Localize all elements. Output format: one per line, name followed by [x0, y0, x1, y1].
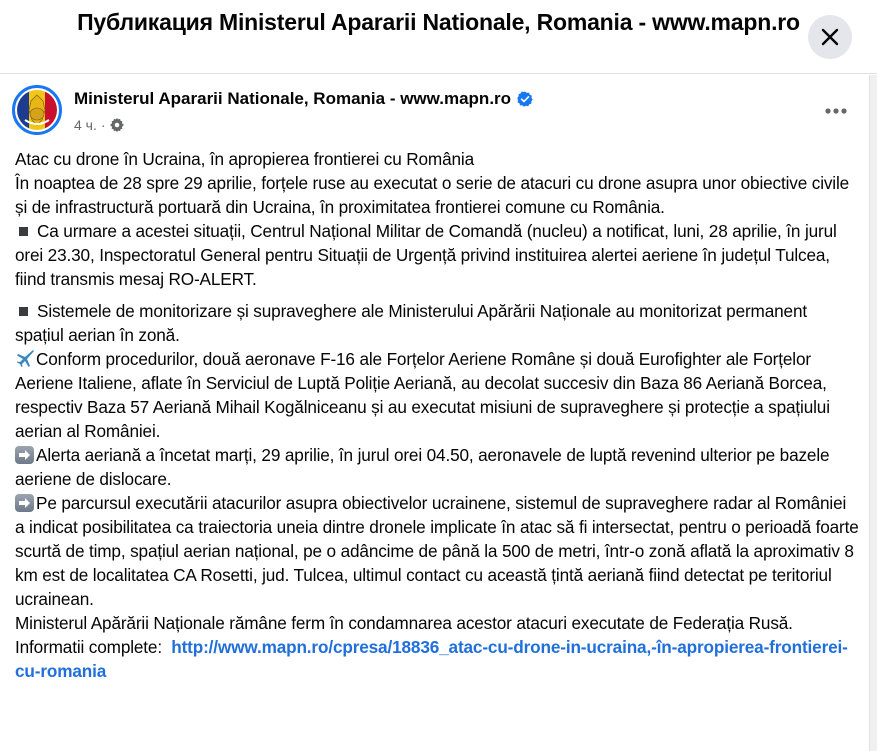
more-horizontal-icon — [825, 108, 847, 114]
more-options-button[interactable] — [818, 93, 854, 129]
post-paragraph: Pe parcursul executării atacurilor asupra obiectivelor ucrainene, sistemul de supraveghere radar al României a indicat posibilitatea ca traiectoria uneia dintre dronele implicate în atac să fi intersectat, pentru o perioadă foarte scurtă de timp, spațiul aerian național, pe o adâncime de până la 500 de metri, într-o zonă aflată la aproximativ 8 km est de localitatea CA Rosetti, jud. Tulcea, ultimul contact cu această țintă aeriană fiind detectat pe teritoriul ucrainean. — [15, 493, 859, 609]
vertical-scrollbar[interactable] — [869, 75, 877, 751]
post-paragraph: În noaptea de 28 spre 29 aprilie, forțele ruse au executat o serie de atacuri cu drone asupra unor obiective civile și de infrastructură portuară din Ucraina, în proximitatea frontierei comune cu România. — [15, 173, 850, 217]
black-square-icon — [19, 227, 28, 236]
post-paragraph: Ministerul Apărării Naționale rămâne ferm în condamnarea acestor atacuri executate de Federația Rusă. — [15, 613, 793, 633]
right-arrow-icon — [15, 446, 34, 464]
post-paragraph: Alerta aeriană a încetat marți, 29 aprilie, în jurul orei 04.50, aeronavele de luptă revenind ulterior pe bazele aeriene de dislocare. — [15, 445, 830, 489]
post-info-line — [15, 635, 860, 683]
post-paragraph: Sistemele de monitorizare și supraveghere ale Ministerului Apărării Naționale au monitorizat permanent spațiul aerian în zonă. — [15, 301, 807, 345]
post-scroll-area — [0, 75, 869, 751]
right-arrow-icon — [15, 494, 34, 512]
post-meta — [74, 116, 124, 134]
verified-badge-icon — [517, 91, 533, 107]
close-button[interactable] — [808, 15, 852, 59]
dialog-header — [0, 0, 877, 74]
article-link[interactable]: http://www.mapn.ro/cpresa/18836_atac-cu-drone-in-ucraina,-în-apropierea-frontierei-cu-romania — [15, 637, 848, 681]
post-text — [15, 147, 860, 683]
close-icon — [820, 27, 840, 47]
airplane-icon — [15, 348, 35, 368]
dialog-title: Публикация Ministerul Apararii Nationale, Romania - www.mapn.ro — [77, 9, 800, 35]
coat-of-arms-icon — [17, 90, 57, 130]
page-name — [74, 88, 533, 110]
author-link[interactable]: Ministerul Apararii Nationale, Romania - www.mapn.ro — [74, 89, 512, 108]
post-header — [0, 75, 869, 145]
post-paragraph: Ca urmare a acestei situații, Centrul Național Militar de Comandă (nucleu) a notificat, luni, 28 aprilie, în jurul orei 23.30, Inspectoratul General pentru Situații de Urgență privind instituirea alertei aeriene în județul Tulcea, fiind transmis mesaj RO-ALERT. — [15, 221, 837, 289]
black-square-icon — [19, 307, 28, 316]
info-label: Informatii complete: — [15, 637, 167, 657]
gear-icon[interactable] — [110, 118, 124, 132]
avatar[interactable] — [12, 85, 62, 135]
post-paragraph: Conform procedurilor, două aeronave F-16 ale Forțelor Aeriene Române și două Eurofighter ale Forțelor Aeriene Italiene, aflate în Serviciul de Luptă Poliție Aeriană, au decolat succesiv din Baza 86 Aeriană Borcea, respectiv Baza 57 Aeriană Mihail Kogălniceanu și au executat misiuni de supraveghere și protecție a spațiului aerian al României. — [15, 349, 830, 441]
post-headline: Atac cu drone în Ucraina, în apropierea frontierei cu România — [15, 149, 474, 169]
post-time[interactable]: 4 ч. — [74, 117, 97, 133]
meta-separator: · — [100, 117, 106, 133]
